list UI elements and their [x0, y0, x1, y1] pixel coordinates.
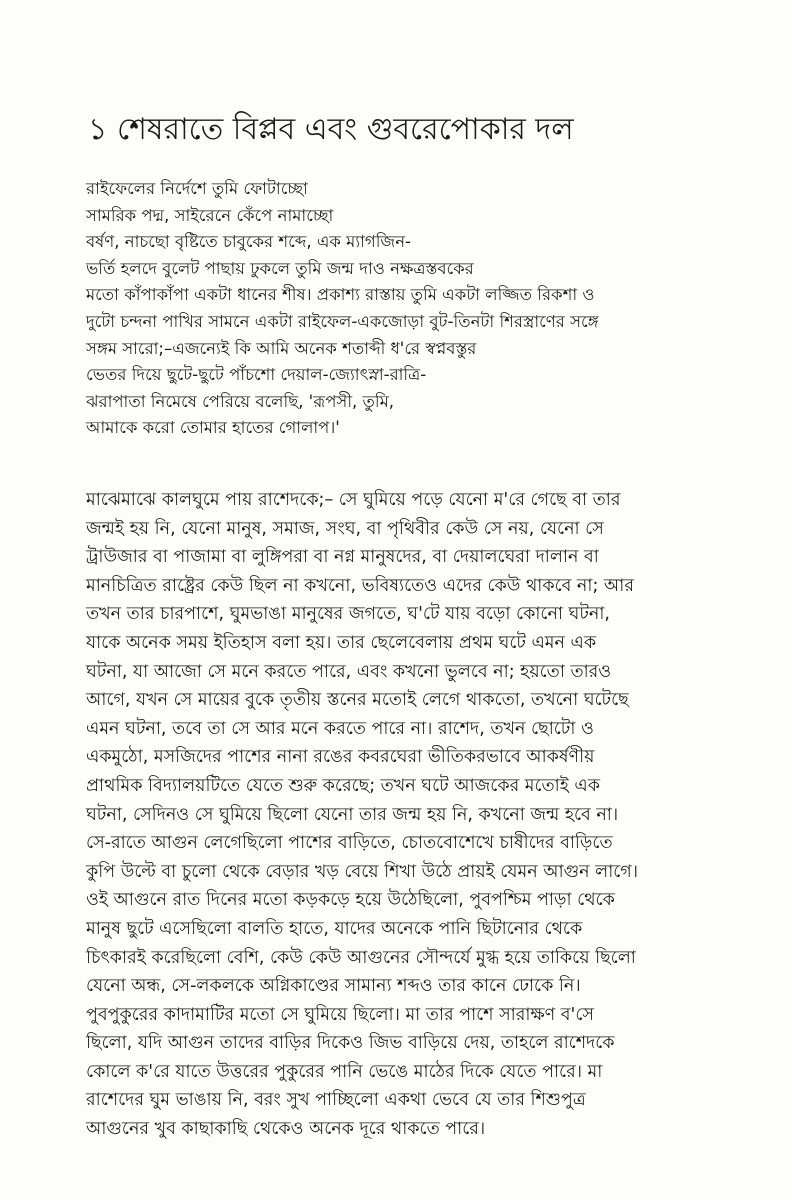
prose-paragraph	[86, 486, 766, 1144]
prose-line: চিৎকারই করেছিলো বেশি, কেউ কেউ আগুনের সৌন্দর্যে মুগ্ধ হয়ে তাকিয়ে ছিলো	[86, 947, 636, 968]
prose-line: তখন তার চারপাশে, ঘুমভাঙা মানুষের জগতে, ঘ'টে যায় বড়ো কোনো ঘটনা,	[86, 604, 610, 625]
poem-line: আমাকে করো তোমার হাতের গোলাপ।'	[86, 418, 340, 438]
prose-line: এমন ঘটনা, তবে তা সে আর মনে করতে পারে না। রাশেদ, তখন ছোটো ও	[86, 718, 594, 739]
poem-line: ঝরাপাতা নিমেষে পেরিয়ে বলেছি, 'রূপসী, তুমি,	[86, 391, 395, 411]
chapter-title: ১ শেষরাতে বিপ্লব এবং গুবরেপোকার দল	[88, 112, 574, 147]
poem-line: দুটো চন্দনা পাখির সামনে একটা রাইফেল-একজোড়া বুট-তিনটা শিরস্ত্রাণের সঙ্গে	[86, 311, 599, 331]
poem-line: বর্ষণ, নাচছো বৃষ্টিতে চাবুকের শব্দে, এক ম্যাগজিন-	[86, 232, 412, 252]
prose-line: মাঝেমাঝে কালঘুমে পায় রাশেদকে;– সে ঘুমিয়ে পড়ে যেনো ম'রে গেছে বা তার	[86, 490, 621, 510]
prose-line: পুবপুকুরের কাদামাটির মতো সে ঘুমিয়ে ছিলো। মা তার পাশে সারাক্ষণ ব'সে	[86, 1004, 594, 1025]
poem-line: ভেতর দিয়ে ছুটে-ছুটে পাঁচশো দেয়াল-জ্যোৎস্না-রাত্রি-	[86, 365, 427, 385]
poem-line: সামরিক পদ্ম, সাইরেনে কেঁপে নামাচ্ছো	[86, 205, 334, 225]
prose-line: রাশেদের ঘুম ভাঙায় নি, বরং সুখ পাচ্ছিলো একথা ভেবে যে তার শিশুপুত্র	[86, 1090, 586, 1111]
prose-line: মানচিত্রিত রাষ্ট্রের কেউ ছিল না কখনো, ভবিষ্যতেও এদের কেউ থাকবে না; আর	[86, 575, 634, 596]
poem-line: মতো কাঁপাকাঁপা একটা ধানের শীষ। প্রকাশ্য রাস্তায় তুমি একটা লজ্জিত রিকশা ও	[86, 285, 595, 305]
poem-line: সঙ্গম সারো;–এজন্যেই কি আমি অনেক শতাব্দী ধ'রে স্বপ্নবস্তুর	[86, 338, 477, 358]
prose-line: কুপি উল্টে বা চুলো থেকে বেড়ার খড় বেয়ে শিখা উঠে প্রায়ই যেমন আগুন লাগে।	[86, 861, 639, 882]
prose-line: কোলে ক'রে যাতে উত্তরের পুকুরের পানি ভেঙে মাঠের দিকে যেতে পারে। মা	[86, 1061, 603, 1082]
prose-line: ঘটনা, সেদিনও সে ঘুমিয়ে ছিলো যেনো তার জন্ম হয় নি, কখনো জন্ম হবে না।	[86, 804, 619, 825]
prose-line: একমুঠো, মসজিদের পাশের নানা রঙের কবরঘেরা ভীতিকরভাবে আকর্ষণীয়	[86, 747, 595, 768]
epigraph-poem	[86, 176, 766, 442]
poem-line: ভর্তি হলদে বুলেট পাছায় ঢুকলে তুমি জন্ম দাও নক্ষত্রস্তবকের	[86, 258, 474, 278]
prose-line: যেনো অন্ধ, সে-লকলকে অগ্নিকাণ্ডের সামান্য শব্দও তার কানে ঢোকে নি।	[86, 976, 581, 997]
prose-line: ট্রাউজার বা পাজামা বা লুঙ্গিপরা বা নগ্ন মানুষদের, বা দেয়ালঘেরা দালান বা	[86, 547, 599, 568]
poem-line: রাইফেলের নির্দেশে তুমি ফোটাচ্ছো	[86, 179, 308, 198]
prose-line: ঘটনা, যা আজো সে মনে করতে পারে, এবং কখনো ভুলবে না; হয়তো তারও	[86, 661, 612, 682]
prose-line: সে-রাতে আগুন লেগেছিলো পাশের বাড়িতে, চোতবোশেখে চাষীদের বাড়িতে	[86, 833, 613, 854]
prose-line: প্রাথমিক বিদ্যালয়টিতে যেতে শুরু করেছে; তখন ঘটে আজকের মতোই এক	[86, 775, 600, 796]
prose-line: আগুনের খুব কাছাকাছি থেকেও অনেক দূরে থাকতে পারে।	[86, 1119, 486, 1140]
prose-line: যাকে অনেক সময় ইতিহাস বলা হয়। তার ছেলেবেলায় প্রথম ঘটে এমন এক	[86, 632, 597, 653]
prose-line: ওই আগুনে রাত দিনের মতো কড়কড়ে হয়ে উঠেছিলো, পুবপশ্চিম পাড়া থেকে	[86, 890, 615, 911]
prose-line: জন্মই হয় নি, যেনো মানুষ, সমাজ, সংঘ, বা পৃথিবীর কেউ সে নয়, যেনো সে	[86, 518, 604, 539]
prose-line: মানুষ ছুটে এসেছিলো বালতি হাতে, যাদের অনেকে পানি ছিটানোর থেকে	[86, 918, 583, 939]
prose-line: আগে, যখন সে মায়ের বুকে তৃতীয় স্তনের মতোই লেগে থাকতো, তখনো ঘটেছে	[86, 690, 629, 711]
prose-line: ছিলো, যদি আগুন তাদের বাড়ির দিকেও জিভ বাড়িয়ে দেয়, তাহলে রাশেদকে	[86, 1033, 615, 1054]
